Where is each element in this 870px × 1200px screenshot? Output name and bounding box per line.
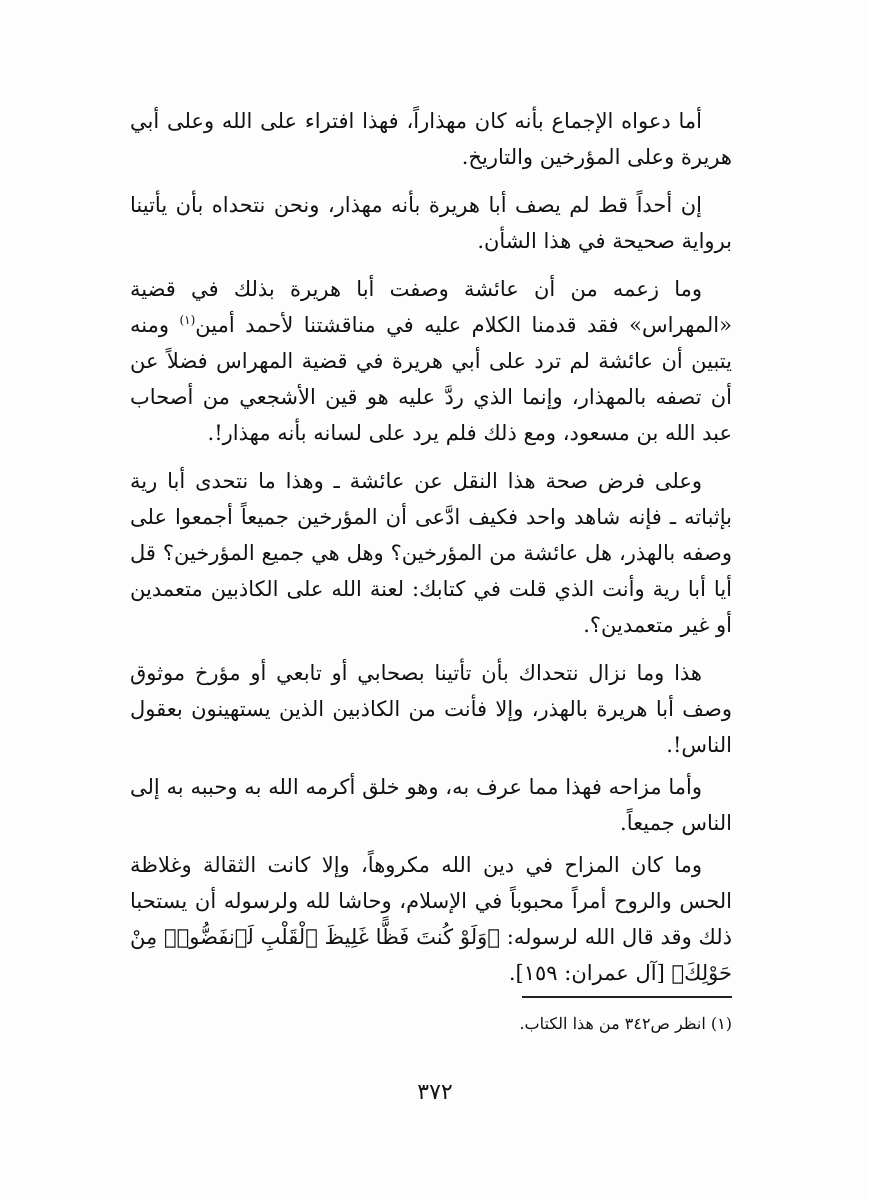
paragraph-2: إن أحداً قط لم يصف أبا هريرة بأنه مهذار، ونحن نتحداه بأن يأتينا برواية صحيحة في هذا الشأن. [130,193,732,253]
paragraph-5: هذا وما نزال نتحداك بأن تأتينا بصحابي أو تابعي أو مؤرخ موثوق وصف أبا هريرة بالهذر، وإلا فأنت من الكاذبين الذين يستهينون بعقول الناس!. [130,661,732,757]
paragraph-3-text-after: ومنه يتبين أن عائشة لم ترد على أبي هريرة في قضية المهراس فضلاً عن أن تصفه بالمهذار، وإنما الذي ردَّ عليه هو قين الأشجعي من أصحاب عبد الله بن مسعود، ومع ذلك فلم يرد على لسانه بأنه مهذار!. [130,313,732,445]
paragraph-3-text-before: وما زعمه من أن عائشة وصفت أبا هريرة بذلك في قضية «المهراس» فقد قدمنا الكلام عليه في مناقشتنا لأحمد أمين [130,277,732,337]
paragraph-3 [130,271,732,451]
paragraph-7: وما كان المزاح في دين الله مكروهاً، وإلا كانت الثقالة وغلاظة الحس والروح أمراً محبوباً في الإسلام، وحاشا لله ولرسوله أن يستحبا ذلك وقد قال الله لرسوله: ﴿وَلَوْ كُنتَ فَظًّا غَلِيظَ ٱلْقَلْبِ لَٱنفَضُّوا۟ مِنْ حَوْلِكَ﴾ [آل عمران: ١٥٩]. [130,853,732,985]
paragraph-4: وعلى فرض صحة هذا النقل عن عائشة ـ وهذا ما نتحدى أبا رية بإثباته ـ فإنه شاهد واحد فكيف ادَّعى أن المؤرخين جميعاً أجمعوا على وصفه بالهذر، هل عائشة من المؤرخين؟ وهل هي جميع المؤرخين؟ قل أيا أبا رية وأنت الذي قلت في كتابك: لعنة الله على الكاذبين متعمدين أو غير متعمدين؟. [130,469,732,637]
paragraph-6: وأما مزاحه فهذا مما عرف به، وهو خلق أكرمه الله به وحببه به إلى الناس جميعاً. [130,775,732,835]
footnote-divider [522,996,732,998]
footnote-marker: (١) [179,313,196,327]
footnote: (١) انظر ص٣٤٢ من هذا الكتاب. [519,1014,732,1033]
page-number: ٣٧٢ [417,1080,453,1105]
paragraph-1: أما دعواه الإجماع بأنه كان مهذاراً، فهذا افتراء على الله وعلى أبي هريرة وعلى المؤرخين والتاريخ. [130,109,732,169]
main-text [130,103,732,1003]
